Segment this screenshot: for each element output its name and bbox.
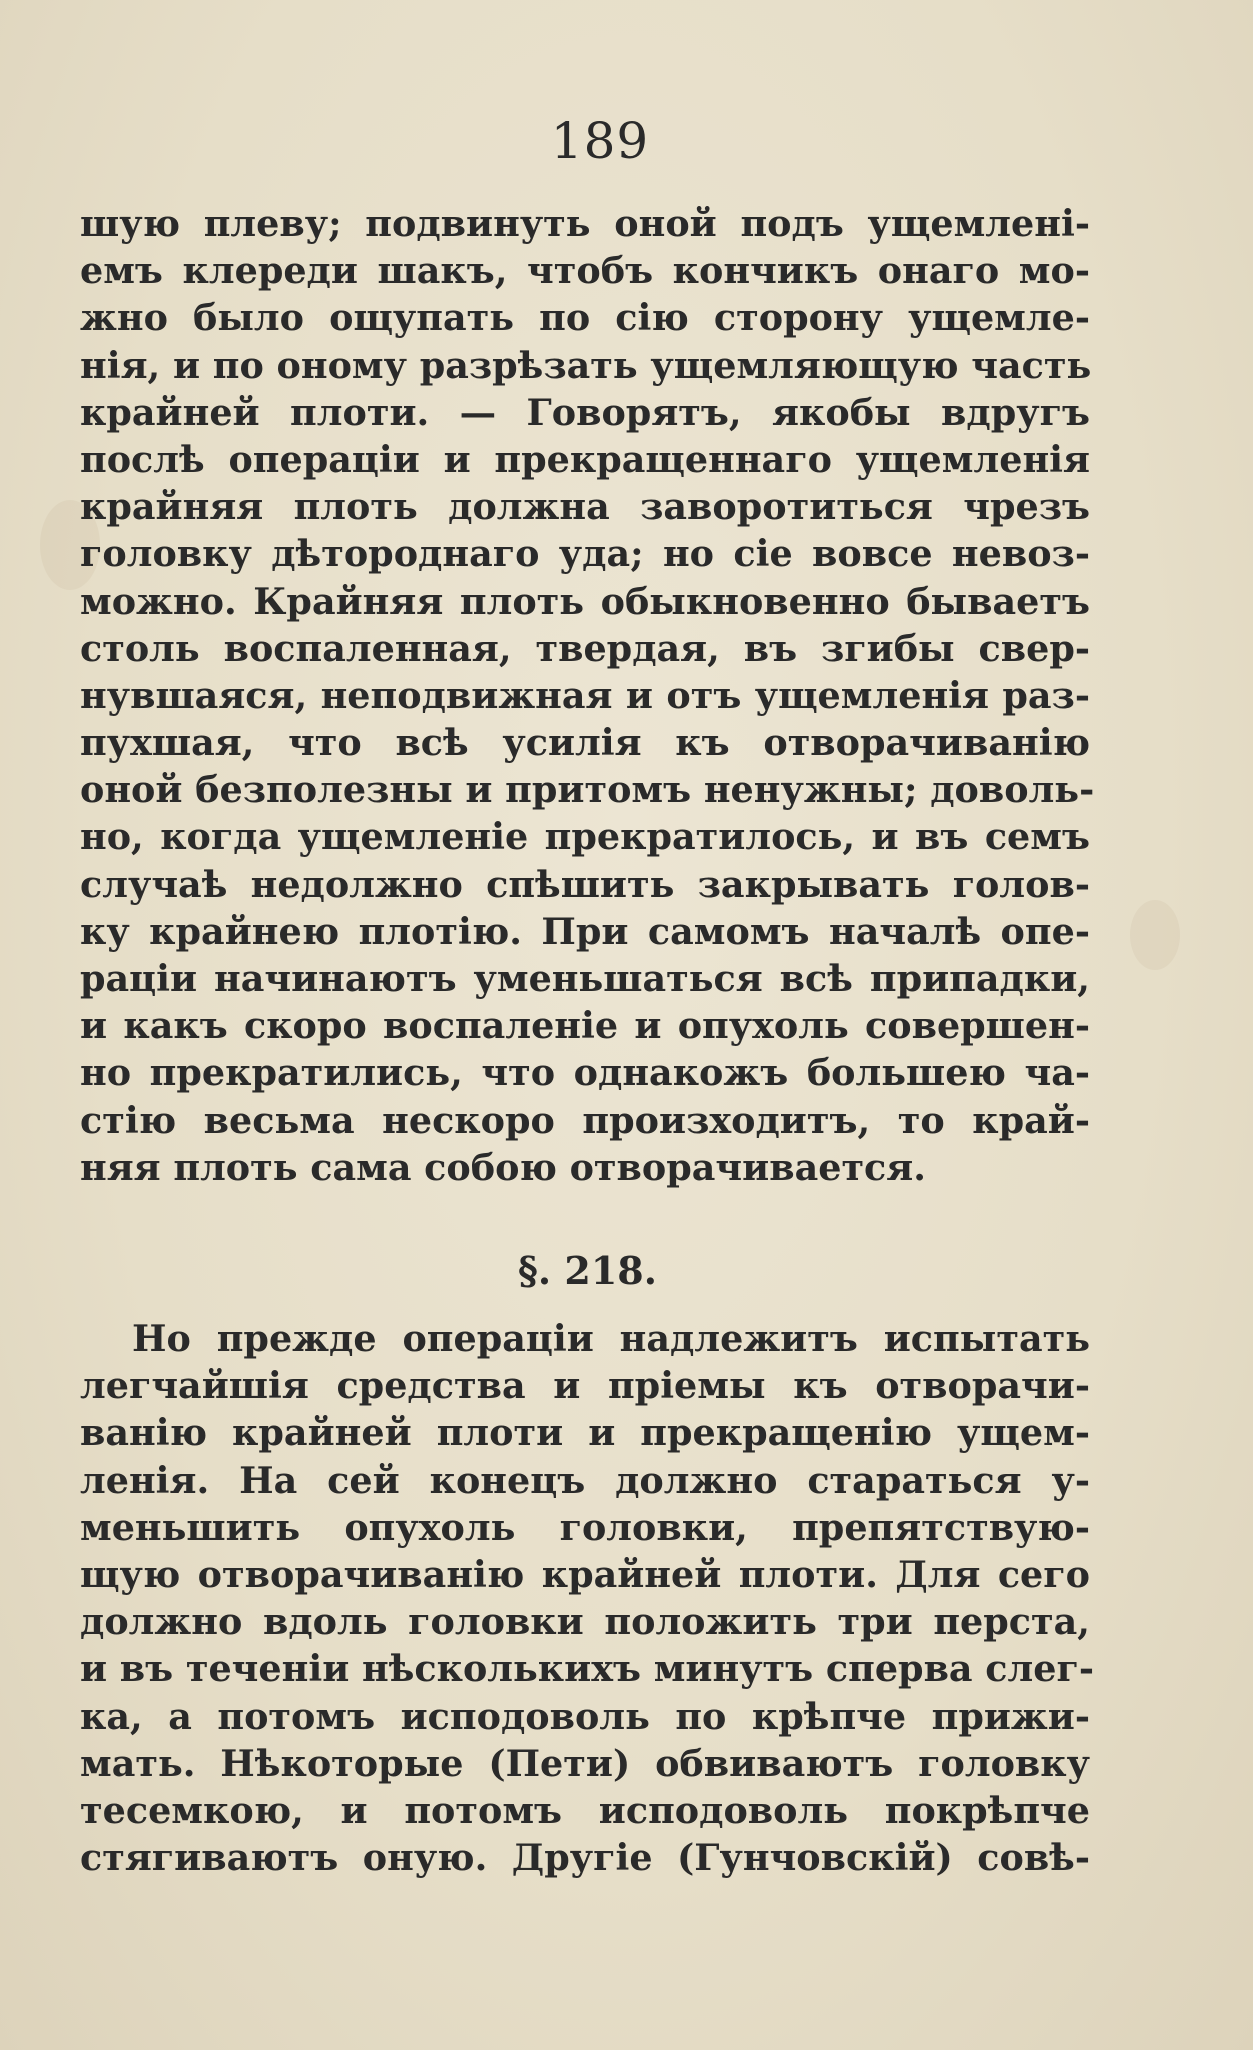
text-line: оной безполезны и притомъ ненужны; доволь- bbox=[80, 768, 1095, 812]
text-line: мать. Нѣкоторые (Пети) обвиваютъ головку bbox=[80, 1741, 1090, 1785]
text-line: и въ теченiи нѣсколькихъ минутъ сперва слег- bbox=[80, 1647, 1094, 1691]
text-line: ка, а потомъ исподоволь по крѣпче прижи- bbox=[80, 1694, 1090, 1738]
paper-stain bbox=[1130, 900, 1180, 970]
text-line: няя плоть сама собою отворачивается. bbox=[80, 1145, 926, 1189]
text-line: должно вдоль головки положить три перста, bbox=[80, 1600, 1090, 1644]
text-line: нiя, и по оному разрѣзать ущемляющую часть bbox=[80, 343, 1092, 387]
text-line: жно было ощупать по сiю сторону ущемле- bbox=[80, 296, 1090, 340]
text-line: пухшая, что всѣ усилiя къ отворачиванiю bbox=[80, 721, 1090, 765]
text-line: легчайшiя средства и прiемы къ отворачи- bbox=[80, 1364, 1090, 1408]
page-number: 189 bbox=[550, 112, 650, 170]
text-line: крайней плоти. — Говорятъ, якобы вдругъ bbox=[80, 390, 1090, 434]
text-line: щую отворачиванiю крайней плоти. Для сего bbox=[80, 1552, 1090, 1596]
text-line: послѣ операцiи и прекращеннаго ущемленiя bbox=[80, 437, 1090, 481]
text-line: стiю весьма нескоро произходитъ, то край- bbox=[80, 1098, 1090, 1142]
text-line: ленiя. На сей конецъ должно стараться у- bbox=[80, 1458, 1090, 1502]
text-line: столь воспаленная, твердая, въ згибы свер- bbox=[80, 626, 1090, 670]
text-line: головку дѣтороднаго уда; но сiе вовсе невоз- bbox=[80, 532, 1090, 576]
section-heading: §. 218. bbox=[518, 1248, 657, 1293]
text-line: случаѣ недолжно спѣшить закрывать голов- bbox=[80, 862, 1090, 906]
text-line: и какъ скоро воспаленiе и опухоль совершен- bbox=[80, 1004, 1090, 1048]
text-line: емъ клереди шакъ, чтобъ кончикъ онаго мо- bbox=[80, 249, 1090, 293]
text-line: но, когда ущемленiе прекратилось, и въ семъ bbox=[80, 815, 1090, 859]
text-line: нувшаяся, неподвижная и отъ ущемленiя раз- bbox=[80, 673, 1090, 717]
text-line: рацiи начинаютъ уменьшаться всѣ припадки, bbox=[80, 957, 1090, 1000]
paragraph-2 bbox=[80, 1315, 1094, 1881]
text-line: ку крайнею плотiю. При самомъ началѣ опе- bbox=[80, 909, 1090, 953]
text-line: ванiю крайней плоти и прекращенiю ущем- bbox=[80, 1411, 1090, 1455]
text-line: тесемкою, и потомъ исподоволь покрѣпче bbox=[80, 1788, 1090, 1832]
paragraph-1 bbox=[80, 200, 1095, 1191]
text-line: но прекратились, что однакожъ большею ча- bbox=[80, 1051, 1090, 1095]
text-line: крайняя плоть должна заворотиться чрезъ bbox=[80, 485, 1090, 529]
text-line: шую плеву; подвинуть оной подъ ущемленi- bbox=[80, 202, 1090, 245]
text-line: меньшить опухоль головки, препятствую- bbox=[80, 1505, 1090, 1549]
text-line: Но прежде операцiи надлежитъ испытать bbox=[132, 1317, 1090, 1360]
text-line: можно. Крайняя плоть обыкновенно бываетъ bbox=[80, 579, 1090, 623]
text-line: стягиваютъ оную. Другiе (Гунчовскiй) совѣ- bbox=[80, 1836, 1090, 1880]
